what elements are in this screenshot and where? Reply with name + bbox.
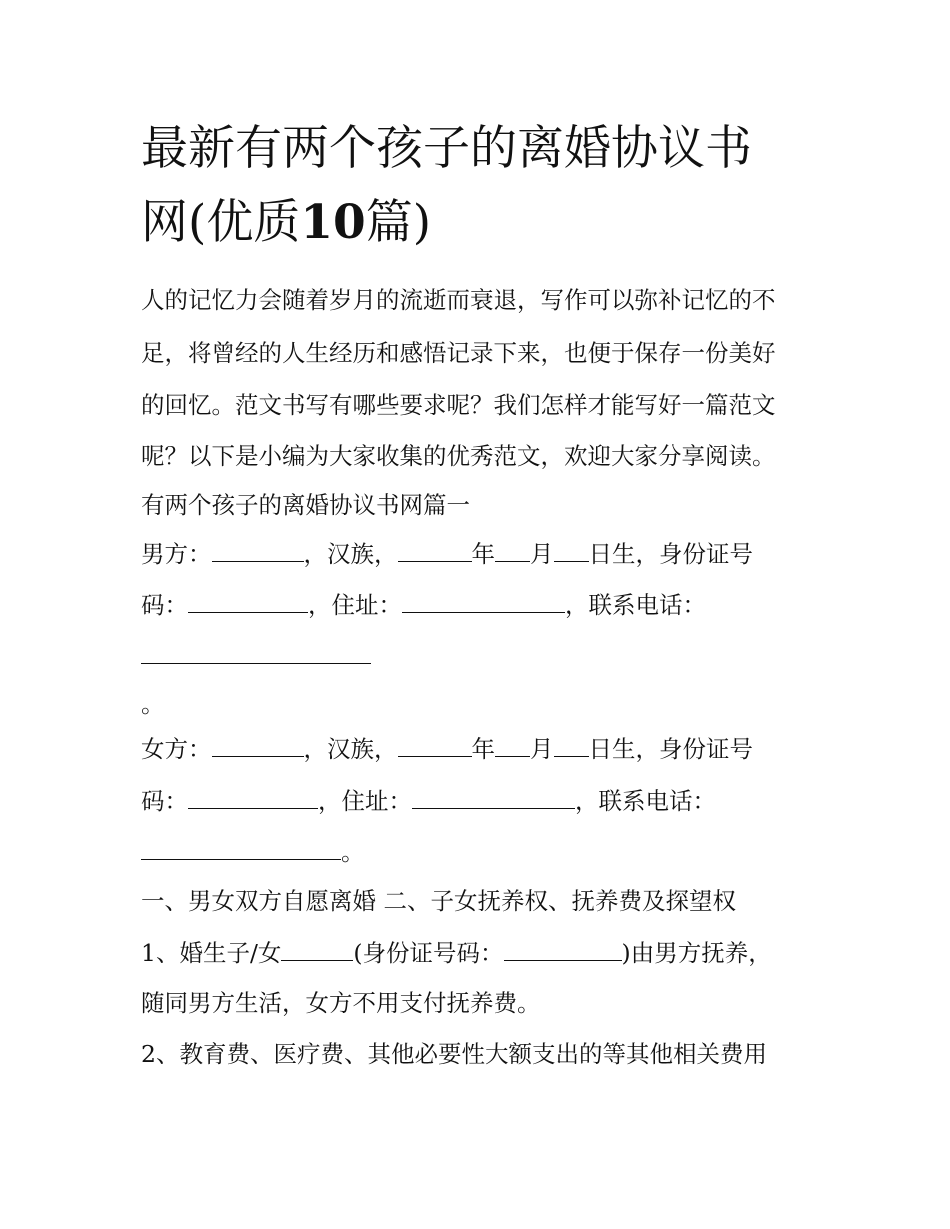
clause-1-prefix: 1、婚生子/女 xyxy=(141,939,282,967)
clause-2-line-1: 2、教育费、医疗费、其他必要性大额支出的等其他相关费用 xyxy=(141,1040,767,1068)
female-ethnic-text: ，汉族， xyxy=(303,735,398,763)
male-info-line-3 xyxy=(141,640,371,672)
female-info-line-3 xyxy=(141,836,365,868)
title-line-1: 最新有两个孩子的离婚协议书 xyxy=(141,121,752,176)
female-year-blank[interactable] xyxy=(398,734,472,757)
intro-line-2: 足，将曾经的人生经历和感悟记录下来，也便于保存一份美好 xyxy=(141,339,776,367)
intro-line-1: 人的记忆力会随着岁月的流逝而衰退，写作可以弥补记忆的不 xyxy=(141,286,776,314)
male-month-blank[interactable] xyxy=(495,539,530,562)
male-day-blank[interactable] xyxy=(554,539,589,562)
intro-line-4: 呢？以下是小编为大家收集的优秀范文，欢迎大家分享阅读。 xyxy=(141,442,776,470)
female-info-line-1 xyxy=(141,733,753,765)
title-line-2-number: 10 xyxy=(300,195,366,250)
female-name-blank[interactable] xyxy=(212,734,304,757)
female-info-end: 。 xyxy=(341,838,365,866)
document-title xyxy=(141,112,821,260)
male-phone-label: ，联系电话： xyxy=(565,591,706,619)
title-line-2-suffix: 篇) xyxy=(365,195,432,250)
male-name-blank[interactable] xyxy=(212,539,304,562)
clause-1-mid: (身份证号码： xyxy=(353,939,504,967)
male-address-blank[interactable] xyxy=(402,590,565,613)
female-address-blank[interactable] xyxy=(412,786,575,809)
title-line-2-prefix: 网(优质 xyxy=(141,195,301,250)
male-address-label: ，住址： xyxy=(308,591,402,619)
female-label: 女方： xyxy=(141,735,212,763)
male-ethnic-text: ，汉族， xyxy=(303,540,398,568)
male-phone-blank[interactable] xyxy=(141,641,371,664)
male-id-label: 码： xyxy=(141,591,188,619)
clause-1-suffix: )由男方抚养， xyxy=(621,939,772,967)
female-address-label: ，住址： xyxy=(318,787,412,815)
male-month-text: 月 xyxy=(530,540,554,568)
female-phone-label: ，联系电话： xyxy=(575,787,716,815)
female-phone-blank[interactable] xyxy=(141,837,341,860)
female-day-id-text: 日生，身份证号 xyxy=(588,735,753,763)
female-info-line-2 xyxy=(141,785,716,817)
clause-heading-one-two: 一、男女双方自愿离婚 二、子女抚养权、抚养费及探望权 xyxy=(141,887,736,915)
clause-1-line-2: 随同男方生活，女方不用支付抚养费。 xyxy=(141,989,541,1017)
intro-line-3: 的回忆。范文书写有哪些要求呢？我们怎样才能写好一篇范文 xyxy=(141,391,776,419)
male-id-blank[interactable] xyxy=(188,590,308,613)
female-month-blank[interactable] xyxy=(495,734,530,757)
male-label: 男方： xyxy=(141,540,212,568)
child-id-blank[interactable] xyxy=(504,938,622,961)
male-info-line-1 xyxy=(141,538,753,570)
male-info-line-2 xyxy=(141,589,706,621)
child-name-blank[interactable] xyxy=(281,938,353,961)
female-year-text: 年 xyxy=(471,735,495,763)
male-day-id-text: 日生，身份证号 xyxy=(588,540,753,568)
section-heading: 有两个孩子的离婚协议书网篇一 xyxy=(141,491,470,519)
male-info-end: 。 xyxy=(141,690,165,718)
male-year-text: 年 xyxy=(471,540,495,568)
female-id-blank[interactable] xyxy=(188,786,318,809)
female-month-text: 月 xyxy=(530,735,554,763)
female-day-blank[interactable] xyxy=(554,734,589,757)
male-year-blank[interactable] xyxy=(398,539,472,562)
female-id-label: 码： xyxy=(141,787,188,815)
clause-1-line-1 xyxy=(141,937,772,969)
